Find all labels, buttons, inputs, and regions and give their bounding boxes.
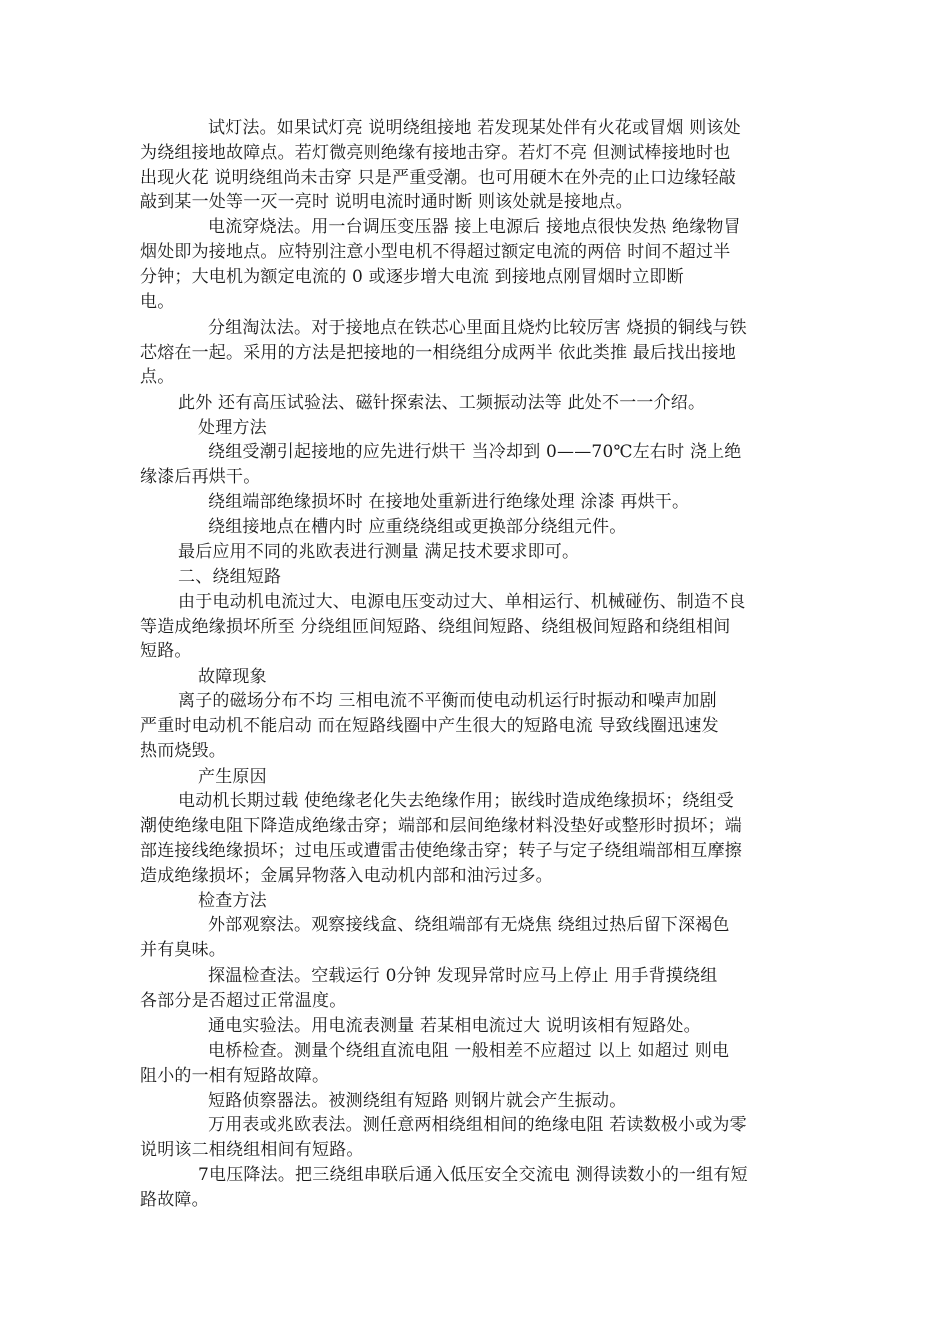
text-line: 电流穿烧法。用一台调压变压器 接上电源后 接地点很快发热 绝缘物冒 [208, 217, 741, 237]
text-line: 缘漆后再烘干。 [140, 467, 261, 487]
text-line: 绕组端部绝缘损坏时 在接地处重新进行绝缘处理 涂漆 再烘干。 [208, 492, 690, 512]
text-line: 部连接线绝缘损坏；过电压或遭雷击使绝缘击穿；转子与定子绕组端部相互摩擦 [140, 841, 742, 861]
text-line: 7电压降法。把三绕组串联后通入低压安全交流电 测得读数小的一组有短 [198, 1165, 748, 1185]
text-line: 分组淘汰法。对于接地点在铁芯心里面且烧灼比较厉害 烧损的铜线与铁 [208, 318, 747, 338]
text-line: 芯熔在一起。采用的方法是把接地的一相绕组分成两半 依此类推 最后找出接地 [140, 343, 737, 363]
text-line: 绕组受潮引起接地的应先进行烘干 当冷却到 0——70℃左右时 浇上绝 [208, 442, 742, 462]
text-line: 短路侦察器法。被测绕组有短路 则钢片就会产生振动。 [208, 1091, 627, 1111]
section-heading: 故障现象 [198, 667, 267, 687]
text-line: 热而烧毁。 [140, 741, 226, 761]
section-heading: 检查方法 [198, 891, 267, 911]
text-line: 各部分是否超过正常温度。 [140, 991, 347, 1011]
text-line: 说明该二相绕组相间有短路。 [140, 1140, 364, 1160]
text-line: 并有臭味。 [140, 940, 226, 960]
text-line: 等造成绝缘损坏所至 分绕组匝间短路、绕组间短路、绕组极间短路和绕组相间 [140, 617, 731, 637]
section-heading: 处理方法 [198, 418, 267, 438]
text-line: 离子的磁场分布不均 三相电流不平衡而使电动机运行时振动和噪声加剧 [178, 691, 717, 711]
text-line: 外部观察法。观察接线盒、绕组端部有无烧焦 绕组过热后留下深褐色 [208, 915, 730, 935]
section-heading: 二、绕组短路 [178, 567, 282, 587]
text-line: 由于电动机电流过大、电源电压变动过大、单相运行、机械碰伤、制造不良 [178, 592, 746, 612]
text-line: 严重时电动机不能启动 而在短路线圈中产生很大的短路电流 导致线圈迅速发 [140, 716, 719, 736]
text-line: 最后应用不同的兆欧表进行测量 满足技术要求即可。 [178, 542, 580, 562]
text-line: 路故障。 [140, 1190, 209, 1210]
text-line: 绕组接地点在槽内时 应重绕绕组或更换部分绕组元件。 [208, 517, 627, 537]
text-line: 烟处即为接地点。应特别注意小型电机不得超过额定电流的两倍 时间不超过半 [140, 242, 731, 262]
text-line: 潮使绝缘电阻下降造成绝缘击穿；端部和层间绝缘材料没垫好或整形时损坏；端 [140, 816, 742, 836]
text-line: 短路。 [140, 641, 192, 661]
text-line: 造成绝缘损坏；金属异物落入电动机内部和油污过多。 [140, 866, 553, 886]
text-line: 万用表或兆欧表法。测任意两相绕组相间的绝缘电阻 若读数极小或为零 [208, 1115, 747, 1135]
text-line: 阻小的一相有短路故障。 [140, 1066, 330, 1086]
text-line: 为绕组接地故障点。若灯微亮则绝缘有接地击穿。若灯不亮 但测试棒接地时也 [140, 143, 731, 163]
text-line: 出现火花 说明绕组尚未击穿 只是严重受潮。也可用硬木在外壳的止口边缘轻敲 [140, 168, 737, 188]
text-line: 分钟；大电机为额定电流的 0 或逐步增大电流 到接地点刚冒烟时立即断 [140, 267, 684, 287]
text-line: 通电实验法。用电流表测量 若某相电流过大 说明该相有短路处。 [208, 1016, 701, 1036]
text-line: 探温检查法。空载运行 0分钟 发现异常时应马上停止 用手背摸绕组 [208, 966, 718, 986]
text-line: 电。 [140, 292, 175, 312]
text-line: 电动机长期过载 使绝缘老化失去绝缘作用；嵌线时造成绝缘损坏；绕组受 [178, 791, 735, 811]
text-line: 电桥检查。测量个绕组直流电阻 一般相差不应超过 以上 如超过 则电 [208, 1041, 730, 1061]
text-line: 点。 [140, 367, 175, 387]
text-line: 此外 还有高压试验法、磁针探索法、工频振动法等 此处不一一介绍。 [178, 393, 706, 413]
text-line: 敲到某一处等一灭一亮时 说明电流时通时断 则该处就是接地点。 [140, 192, 633, 212]
text-line: 试灯法。如果试灯亮 说明绕组接地 若发现某处伴有火花或冒烟 则该处 [208, 118, 741, 138]
section-heading: 产生原因 [198, 767, 267, 787]
